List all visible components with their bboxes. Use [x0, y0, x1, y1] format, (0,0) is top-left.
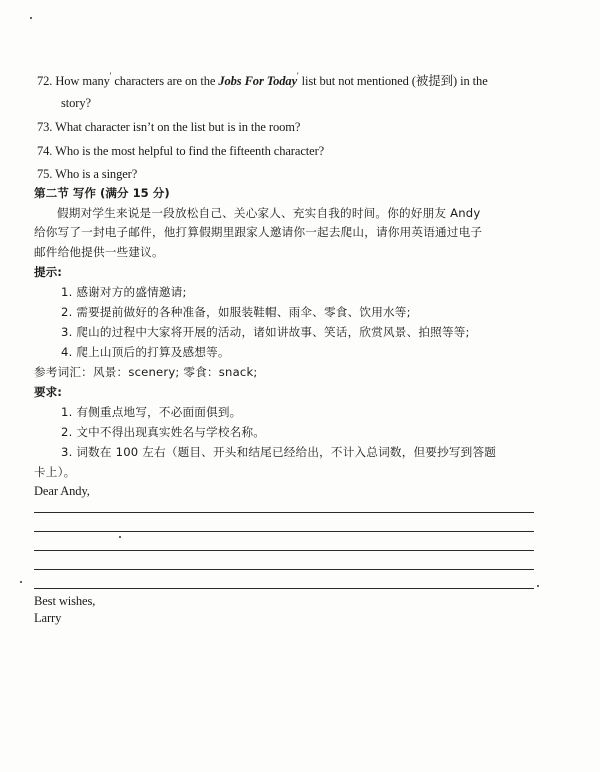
requirement-item: 1. 有侧重点地写，不必面面俱到。	[61, 405, 242, 419]
letter-signature: Larry	[34, 611, 62, 625]
question-73	[37, 120, 300, 135]
prompt-line: 给你写了一封电子邮件，他打算假期里跟家人邀请你一起去爬山，请你用英语通过电子	[34, 225, 483, 239]
requirement-item: 3. 词数在 100 左右（题目、开头和结尾已经给出，不计入总词数，但要抄写到答题	[61, 445, 497, 459]
question-72: 72. How many' characters are on the Jobs For Today' list but not mentioned (被提到) in the	[37, 71, 488, 88]
letter-closing: Best wishes,	[34, 594, 96, 608]
prompt-line: 邮件给他提供一些建议。	[34, 245, 164, 259]
question-text: list but not mentioned (被提到) in the	[301, 74, 488, 88]
question-number: 72.	[37, 74, 53, 88]
question-number: 74.	[37, 144, 53, 158]
question-text: Who is a singer?	[55, 167, 138, 181]
requirement-item: 2. 文中不得出现真实姓名与学校名称。	[61, 425, 266, 439]
hint-item: 4. 爬上山顶后的打算及感想等。	[61, 345, 230, 359]
answer-line[interactable]	[34, 588, 534, 589]
question-75	[37, 167, 137, 182]
scan-speck	[119, 536, 121, 538]
requirements-label: 要求:	[34, 385, 62, 399]
question-number: 75.	[37, 167, 53, 181]
answer-line[interactable]	[34, 569, 534, 570]
question-text: How many	[55, 74, 110, 88]
scan-speck	[537, 585, 539, 587]
question-text: What character isn’t on the list but is in the room?	[55, 120, 301, 134]
prompt-line: 假期对学生来说是一段放松自己、关心家人、充实自我的时间。你的好朋友 Andy	[57, 206, 481, 220]
answer-line[interactable]	[34, 512, 534, 513]
scan-speck	[20, 581, 22, 583]
scan-speck	[30, 17, 32, 19]
question-74	[37, 144, 324, 159]
question-number: 73.	[37, 120, 53, 134]
answer-line[interactable]	[34, 550, 534, 551]
question-text: characters are on the	[114, 74, 216, 88]
hints-label: 提示:	[34, 265, 62, 279]
hint-item: 2. 需要提前做好的各种准备，如服装鞋帽、雨伞、零食、饮用水等;	[61, 305, 411, 319]
section-title: 第二节 写作 (满分 15 分)	[34, 186, 170, 200]
question-72-continuation: story?	[61, 96, 91, 110]
question-text: Who is the most helpful to find the fifteenth character?	[55, 144, 325, 158]
answer-line[interactable]	[34, 531, 534, 532]
requirement-continuation: 卡上）。	[34, 465, 76, 479]
reference-vocabulary: 参考词汇：风景：scenery; 零食：snack;	[34, 365, 258, 379]
list-title: Jobs For Today	[218, 74, 298, 88]
hint-item: 3. 爬山的过程中大家将开展的活动，诸如讲故事、笑话，欣赏风景、拍照等等;	[61, 325, 470, 339]
letter-greeting: Dear Andy,	[34, 484, 90, 498]
hint-item: 1. 感谢对方的盛情邀请;	[61, 285, 187, 299]
